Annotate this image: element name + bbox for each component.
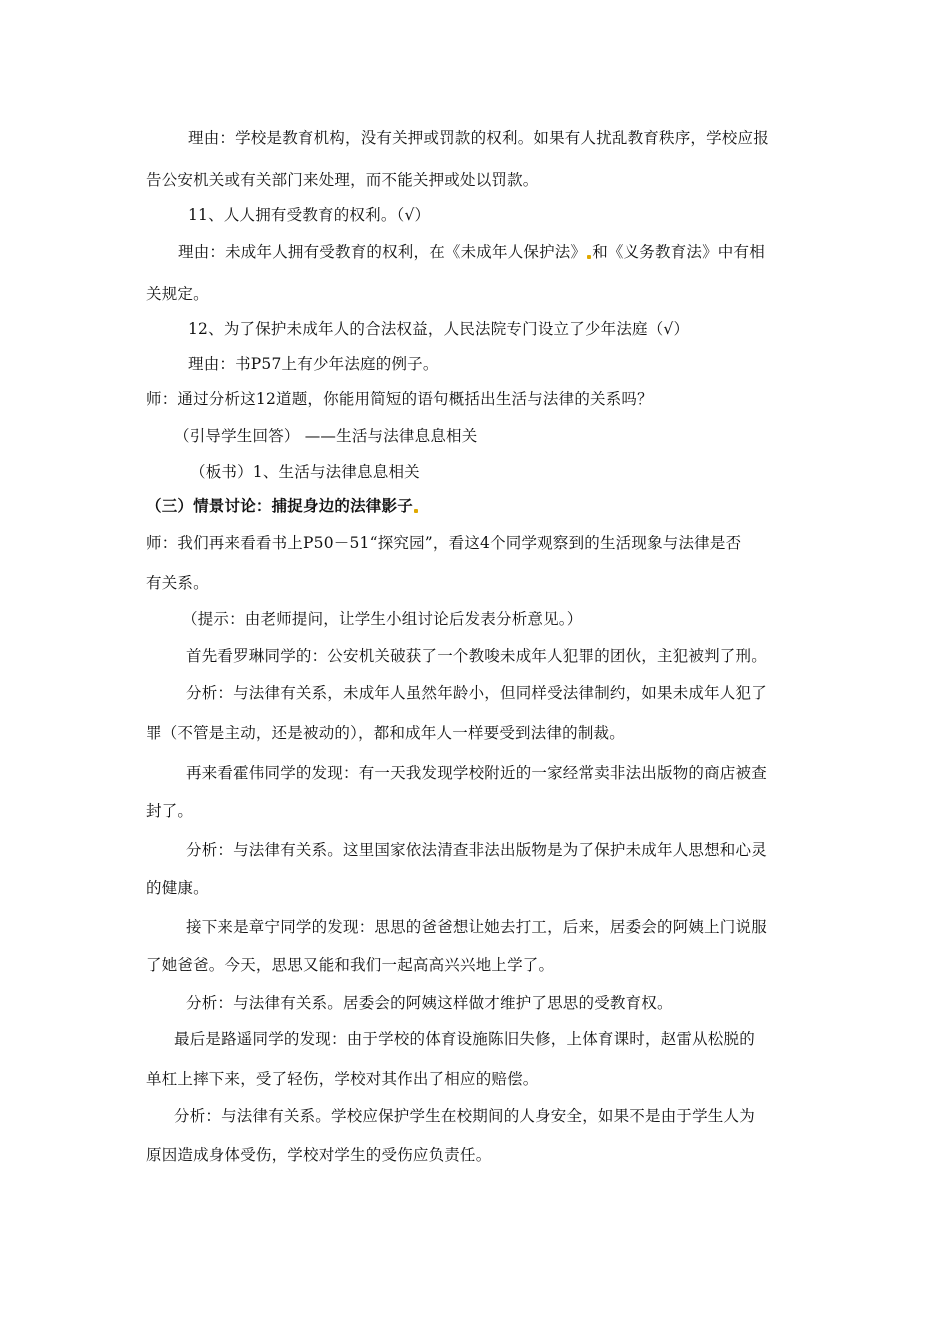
text-line: 的健康。 bbox=[146, 879, 209, 897]
text-line: 原因造成身体受伤，学校对学生的受伤应负责任。 bbox=[146, 1146, 492, 1164]
text-segment: 理由：未成年人拥有受教育的权利，在《未成年人保护法》 bbox=[178, 243, 587, 261]
text-line: 了她爸爸。今天，思思又能和我们一起高高兴兴地上学了。 bbox=[146, 956, 555, 974]
text-segment: 和《义务教育法》中有相 bbox=[592, 243, 765, 261]
text-line: 关规定。 bbox=[146, 285, 209, 303]
text-line: （提示：由老师提问，让学生小组讨论后发表分析意见。） bbox=[182, 610, 583, 628]
text-line-with-mark bbox=[178, 242, 765, 262]
section-heading-text: （三）情景讨论：捕捉身边的法律影子 bbox=[146, 497, 413, 515]
text-line: 分析：与法律有关系。居委会的阿姨这样做才维护了思思的受教育权。 bbox=[186, 994, 673, 1012]
highlight-mark bbox=[414, 509, 418, 513]
text-line: 封了。 bbox=[146, 802, 194, 820]
text-line: 告公安机关或有关部门来处理，而不能关押或处以罚款。 bbox=[146, 171, 539, 189]
section-heading bbox=[146, 496, 419, 516]
text-line: 分析：与法律有关系。这里国家依法清查非法出版物是为了保护未成年人思想和心灵 bbox=[186, 841, 767, 859]
text-line: （引导学生回答） ——生活与法律息息相关 bbox=[174, 427, 478, 445]
text-line: 罪（不管是主动，还是被动的），都和成年人一样要受到法律的制裁。 bbox=[146, 724, 625, 742]
text-line: 接下来是章宁同学的发现：思思的爸爸想让她去打工，后来，居委会的阿姨上门说服 bbox=[186, 918, 767, 936]
text-line: 单杠上摔下来，受了轻伤，学校对其作出了相应的赔偿。 bbox=[146, 1070, 539, 1088]
text-line: （板书）1、生活与法律息息相关 bbox=[190, 463, 420, 481]
text-line: 理由：学校是教育机构，没有关押或罚款的权利。如果有人扰乱教育秩序，学校应报 bbox=[188, 129, 769, 147]
text-line: 分析：与法律有关系。学校应保护学生在校期间的人身安全，如果不是由于学生人为 bbox=[174, 1107, 755, 1125]
text-line: 首先看罗琳同学的：公安机关破获了一个教唆未成年人犯罪的团伙，主犯被判了刑。 bbox=[186, 647, 767, 665]
text-line: 11、人人拥有受教育的权利。（√） bbox=[188, 206, 431, 224]
text-line: 有关系。 bbox=[146, 574, 209, 592]
text-line: 分析：与法律有关系，未成年人虽然年龄小，但同样受法律制约，如果未成年人犯了 bbox=[186, 684, 767, 702]
text-line: 12、为了保护未成年人的合法权益，人民法院专门设立了少年法庭（√） bbox=[188, 320, 690, 338]
text-line: 师：通过分析这12道题，你能用简短的语句概括出生活与法律的关系吗？ bbox=[146, 390, 653, 408]
highlight-mark bbox=[587, 255, 591, 259]
text-line: 理由：书P57上有少年法庭的例子。 bbox=[188, 355, 439, 373]
text-line: 师：我们再来看看书上P50－51“探究园”，看这4个同学观察到的生活现象与法律是否 bbox=[146, 534, 742, 552]
text-line: 再来看霍伟同学的发现：有一天我发现学校附近的一家经常卖非法出版物的商店被查 bbox=[186, 764, 767, 782]
text-line: 最后是路遥同学的发现：由于学校的体育设施陈旧失修，上体育课时，赵雷从松脱的 bbox=[174, 1030, 755, 1048]
